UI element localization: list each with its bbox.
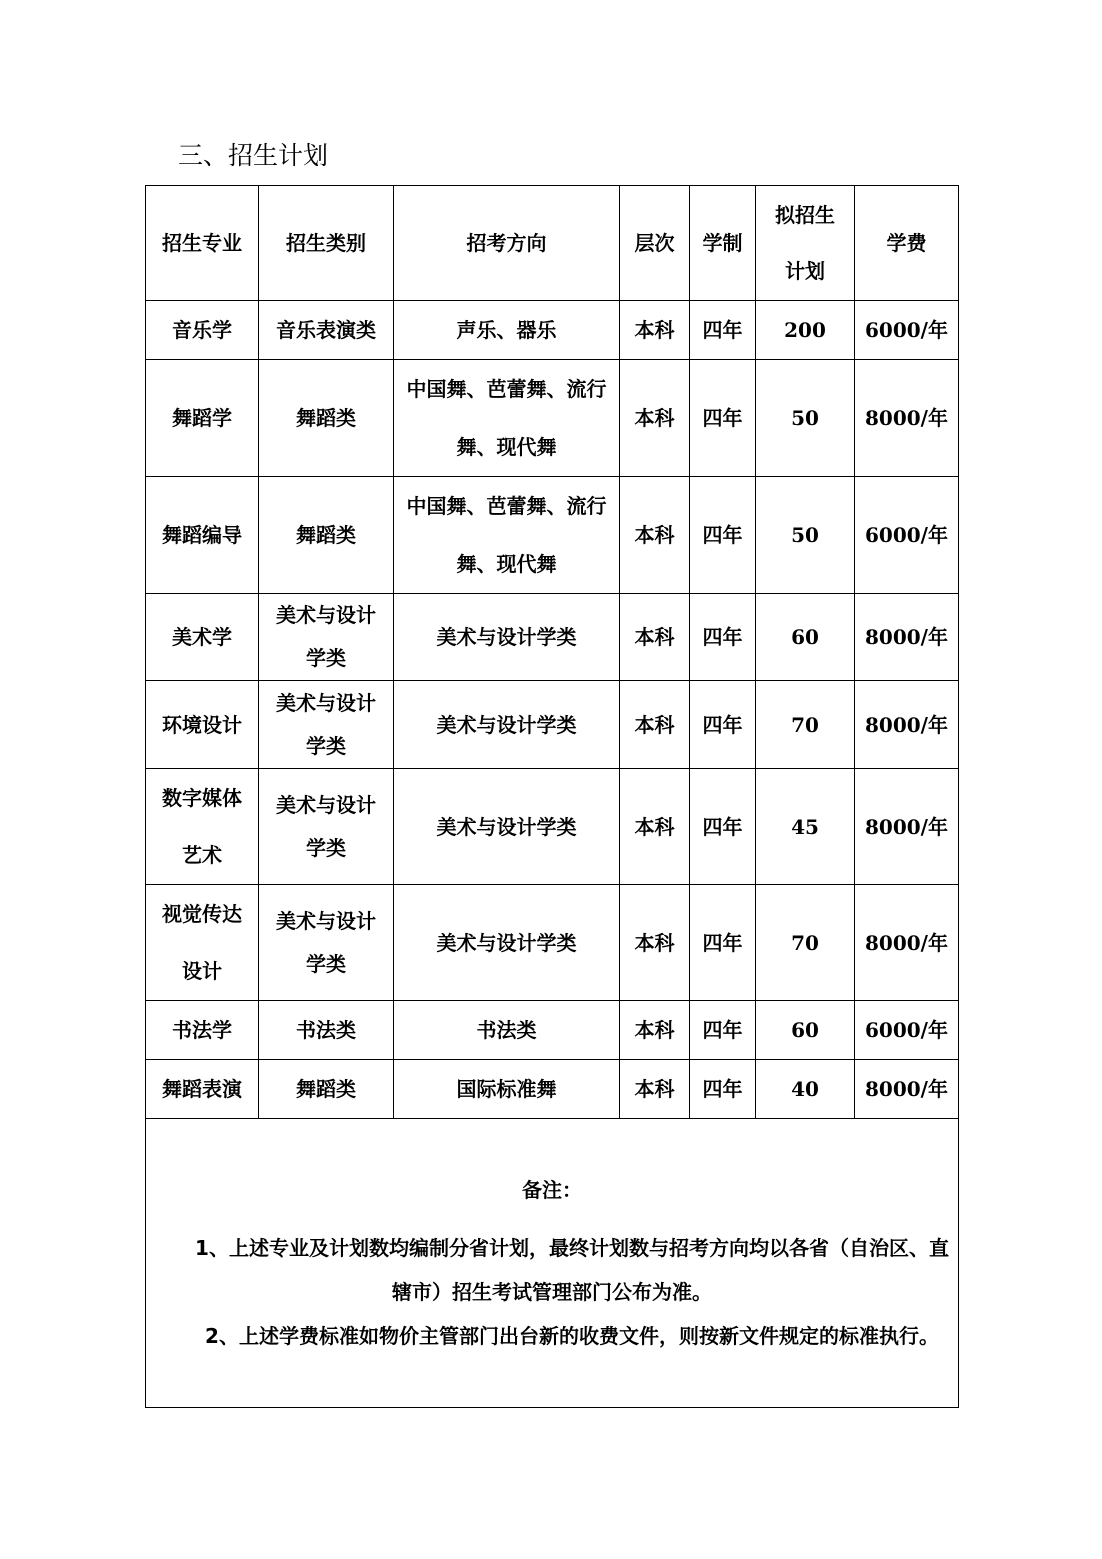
cell-quota: 60 xyxy=(756,594,855,681)
cell-level: 本科 xyxy=(620,1060,690,1119)
cell-quota: 45 xyxy=(756,769,855,885)
cell-tuition xyxy=(855,301,959,360)
remarks-cell xyxy=(146,1119,959,1408)
remarks-item-2: 2、上述学费标准如物价主管部门出台新的收费文件，则按新文件规定的标准执行。 xyxy=(205,1324,939,1348)
cell-tuition xyxy=(855,681,959,769)
tuition-unit: /年 xyxy=(920,625,948,649)
tuition-amount: 6000 xyxy=(865,318,921,342)
header-quota-line1: 拟招生 xyxy=(775,203,835,227)
cell-major: 音乐学 xyxy=(146,301,259,360)
cell-major: 数字媒体艺术 xyxy=(146,769,259,885)
cell-category: 舞蹈类 xyxy=(259,1060,394,1119)
header-category: 招生类别 xyxy=(259,186,394,301)
cell-tuition xyxy=(855,885,959,1001)
cell-direction: 书法类 xyxy=(394,1001,620,1060)
remarks-item-1: 1、上述专业及计划数均编制分省计划，最终计划数与招考方向均以各省（自治区、直辖市）招生考试管理部门公布为准。 xyxy=(195,1236,949,1304)
cell-quota: 200 xyxy=(756,301,855,360)
section-title: 三、招生计划 xyxy=(178,141,329,170)
cell-duration: 四年 xyxy=(690,1060,756,1119)
header-quota-line2: 计划 xyxy=(785,259,825,283)
cell-tuition xyxy=(855,360,959,477)
cell-direction: 国际标准舞 xyxy=(394,1060,620,1119)
cell-level: 本科 xyxy=(620,681,690,769)
table-header-row xyxy=(146,186,959,301)
cell-duration: 四年 xyxy=(690,681,756,769)
cell-category: 书法类 xyxy=(259,1001,394,1060)
cell-category: 美术与设计学类 xyxy=(259,769,394,885)
table-row xyxy=(146,769,959,885)
tuition-amount: 8000 xyxy=(865,930,921,955)
table-row xyxy=(146,885,959,1001)
tuition-unit: /年 xyxy=(920,406,948,430)
header-tuition: 学费 xyxy=(855,186,959,301)
cell-duration: 四年 xyxy=(690,360,756,477)
cell-direction: 美术与设计学类 xyxy=(394,885,620,1001)
cell-duration: 四年 xyxy=(690,1001,756,1060)
cell-direction: 美术与设计学类 xyxy=(394,594,620,681)
cell-tuition xyxy=(855,1060,959,1119)
table-row xyxy=(146,360,959,477)
cell-tuition xyxy=(855,477,959,594)
cell-direction: 中国舞、芭蕾舞、流行舞、现代舞 xyxy=(394,477,620,594)
cell-duration: 四年 xyxy=(690,477,756,594)
cell-quota: 40 xyxy=(756,1060,855,1119)
tuition-amount: 8000 xyxy=(865,814,921,839)
cell-category: 美术与设计学类 xyxy=(259,885,394,1001)
tuition-unit: /年 xyxy=(920,318,948,342)
cell-category: 美术与设计学类 xyxy=(259,594,394,681)
cell-major: 书法学 xyxy=(146,1001,259,1060)
header-direction: 招考方向 xyxy=(394,186,620,301)
cell-major: 舞蹈学 xyxy=(146,360,259,477)
cell-category: 舞蹈类 xyxy=(259,360,394,477)
remarks-heading: 备注： xyxy=(522,1178,582,1202)
enrollment-plan-table xyxy=(145,185,959,1408)
table-row xyxy=(146,1001,959,1060)
cell-direction: 声乐、器乐 xyxy=(394,301,620,360)
tuition-amount: 8000 xyxy=(865,406,921,430)
header-quota xyxy=(756,186,855,301)
cell-major: 美术学 xyxy=(146,594,259,681)
tuition-amount: 6000 xyxy=(865,1018,921,1042)
cell-quota: 70 xyxy=(756,681,855,769)
cell-duration: 四年 xyxy=(690,769,756,885)
tuition-unit: /年 xyxy=(920,523,948,547)
table-row xyxy=(146,681,959,769)
tuition-amount: 6000 xyxy=(865,523,921,547)
cell-quota: 60 xyxy=(756,1001,855,1060)
cell-level: 本科 xyxy=(620,301,690,360)
cell-level: 本科 xyxy=(620,594,690,681)
cell-major: 环境设计 xyxy=(146,681,259,769)
cell-quota: 70 xyxy=(756,885,855,1001)
table-row xyxy=(146,1060,959,1119)
table-row xyxy=(146,301,959,360)
tuition-amount: 8000 xyxy=(865,625,921,649)
cell-quota: 50 xyxy=(756,477,855,594)
cell-tuition xyxy=(855,1001,959,1060)
cell-major: 舞蹈编导 xyxy=(146,477,259,594)
header-level: 层次 xyxy=(620,186,690,301)
tuition-unit: /年 xyxy=(920,814,948,839)
cell-major: 舞蹈表演 xyxy=(146,1060,259,1119)
cell-level: 本科 xyxy=(620,477,690,594)
header-duration: 学制 xyxy=(690,186,756,301)
tuition-unit: /年 xyxy=(920,712,948,737)
tuition-unit: /年 xyxy=(920,1077,948,1101)
cell-quota: 50 xyxy=(756,360,855,477)
tuition-unit: /年 xyxy=(920,930,948,955)
tuition-amount: 8000 xyxy=(865,1077,921,1101)
header-major: 招生专业 xyxy=(146,186,259,301)
cell-level: 本科 xyxy=(620,769,690,885)
remarks-row xyxy=(146,1119,959,1408)
cell-tuition xyxy=(855,769,959,885)
cell-category: 音乐表演类 xyxy=(259,301,394,360)
cell-direction: 中国舞、芭蕾舞、流行舞、现代舞 xyxy=(394,360,620,477)
cell-direction: 美术与设计学类 xyxy=(394,769,620,885)
cell-direction: 美术与设计学类 xyxy=(394,681,620,769)
cell-tuition xyxy=(855,594,959,681)
cell-level: 本科 xyxy=(620,360,690,477)
cell-level: 本科 xyxy=(620,885,690,1001)
tuition-unit: /年 xyxy=(920,1018,948,1042)
cell-category: 美术与设计学类 xyxy=(259,681,394,769)
cell-category: 舞蹈类 xyxy=(259,477,394,594)
tuition-amount: 8000 xyxy=(865,712,921,737)
cell-duration: 四年 xyxy=(690,301,756,360)
table-row xyxy=(146,477,959,594)
cell-duration: 四年 xyxy=(690,885,756,1001)
table-row xyxy=(146,594,959,681)
cell-major: 视觉传达设计 xyxy=(146,885,259,1001)
cell-duration: 四年 xyxy=(690,594,756,681)
cell-level: 本科 xyxy=(620,1001,690,1060)
